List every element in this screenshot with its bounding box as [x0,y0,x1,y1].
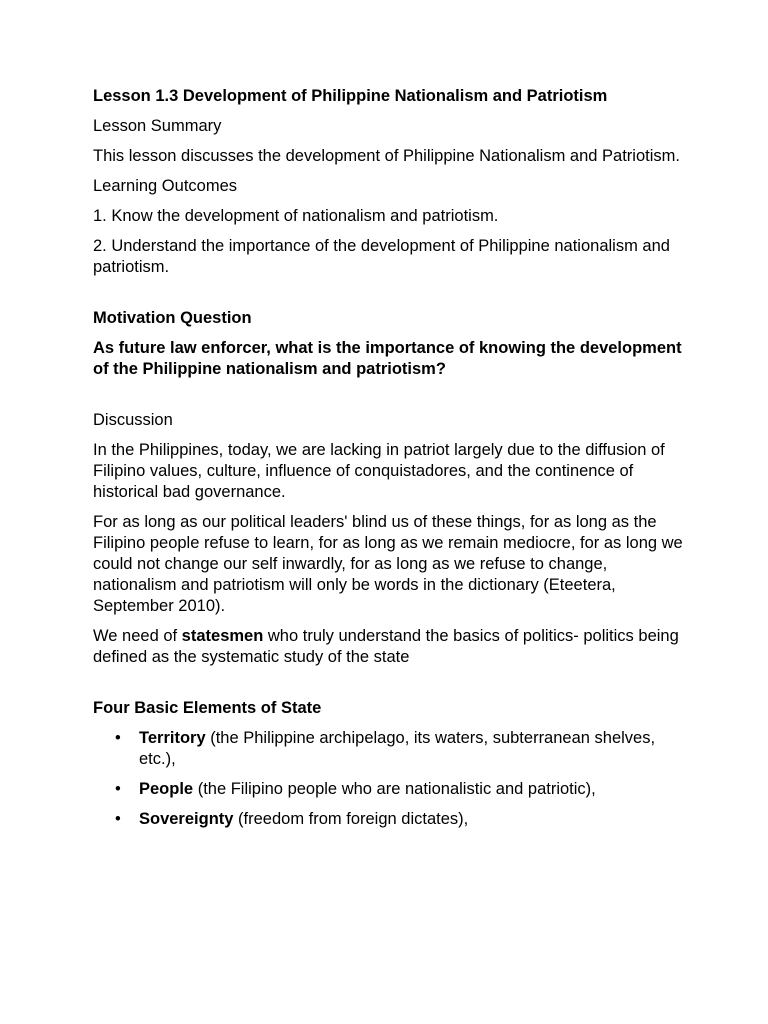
document-page [93,86,693,839]
bullet-icon: • [115,729,121,747]
list-item [93,728,693,770]
element-description: (freedom from foreign dictates), [233,810,469,828]
discussion-paragraph-2: For as long as our political leaders' blind us of these things, for as long as the Filipino people refuse to learn, for as long as we remain mediocre, for as long we could not change our self inwardly, for as long as we refuse to change, nationalism and patriotism will only be words in the dictionary (Eteetera, September 2010). [93,513,683,615]
discussion-p3-post: who truly understand the basics of politics- politics being defined as the systematic study of the state [93,627,679,666]
discussion-heading: Discussion [93,411,173,429]
list-item [93,809,693,830]
summary-heading: Lesson Summary [93,117,222,135]
outcomes-heading: Learning Outcomes [93,177,237,195]
discussion-paragraph-3 [93,626,693,668]
motivation-question: As future law enforcer, what is the importance of knowing the development of the Philippine nationalism and patriotism? [93,339,682,378]
discussion-p3-pre: We need of [93,627,182,645]
motivation-heading: Motivation Question [93,309,252,327]
list-item [93,779,693,800]
lesson-title: Lesson 1.3 Development of Philippine Nationalism and Patriotism [93,87,608,105]
element-term: Territory [139,729,206,747]
statesmen-term: statesmen [181,627,264,645]
element-description: (the Filipino people who are nationalistic and patriotic), [193,780,596,798]
discussion-paragraph-1: In the Philippines, today, we are lacking in patriot largely due to the diffusion of Filipino values, culture, influence of conquistadores, and the continence of historical bad governance. [93,441,665,501]
element-term: People [139,780,194,798]
bullet-icon: • [115,810,121,828]
outcome-2-continued: patriotism. [93,258,170,276]
outcome-1: 1. Know the development of nationalism and patriotism. [93,207,499,225]
summary-text: This lesson discusses the development of Philippine Nationalism and Patriotism. [93,147,680,165]
elements-list [93,728,693,830]
outcome-2: 2. Understand the importance of the development of Philippine nationalism and [93,237,670,255]
element-description: (the Philippine archipelago, its waters, subterranean shelves, etc.), [139,729,656,768]
element-term: Sovereignty [139,810,234,828]
bullet-icon: • [115,780,121,798]
elements-heading: Four Basic Elements of State [93,699,322,717]
